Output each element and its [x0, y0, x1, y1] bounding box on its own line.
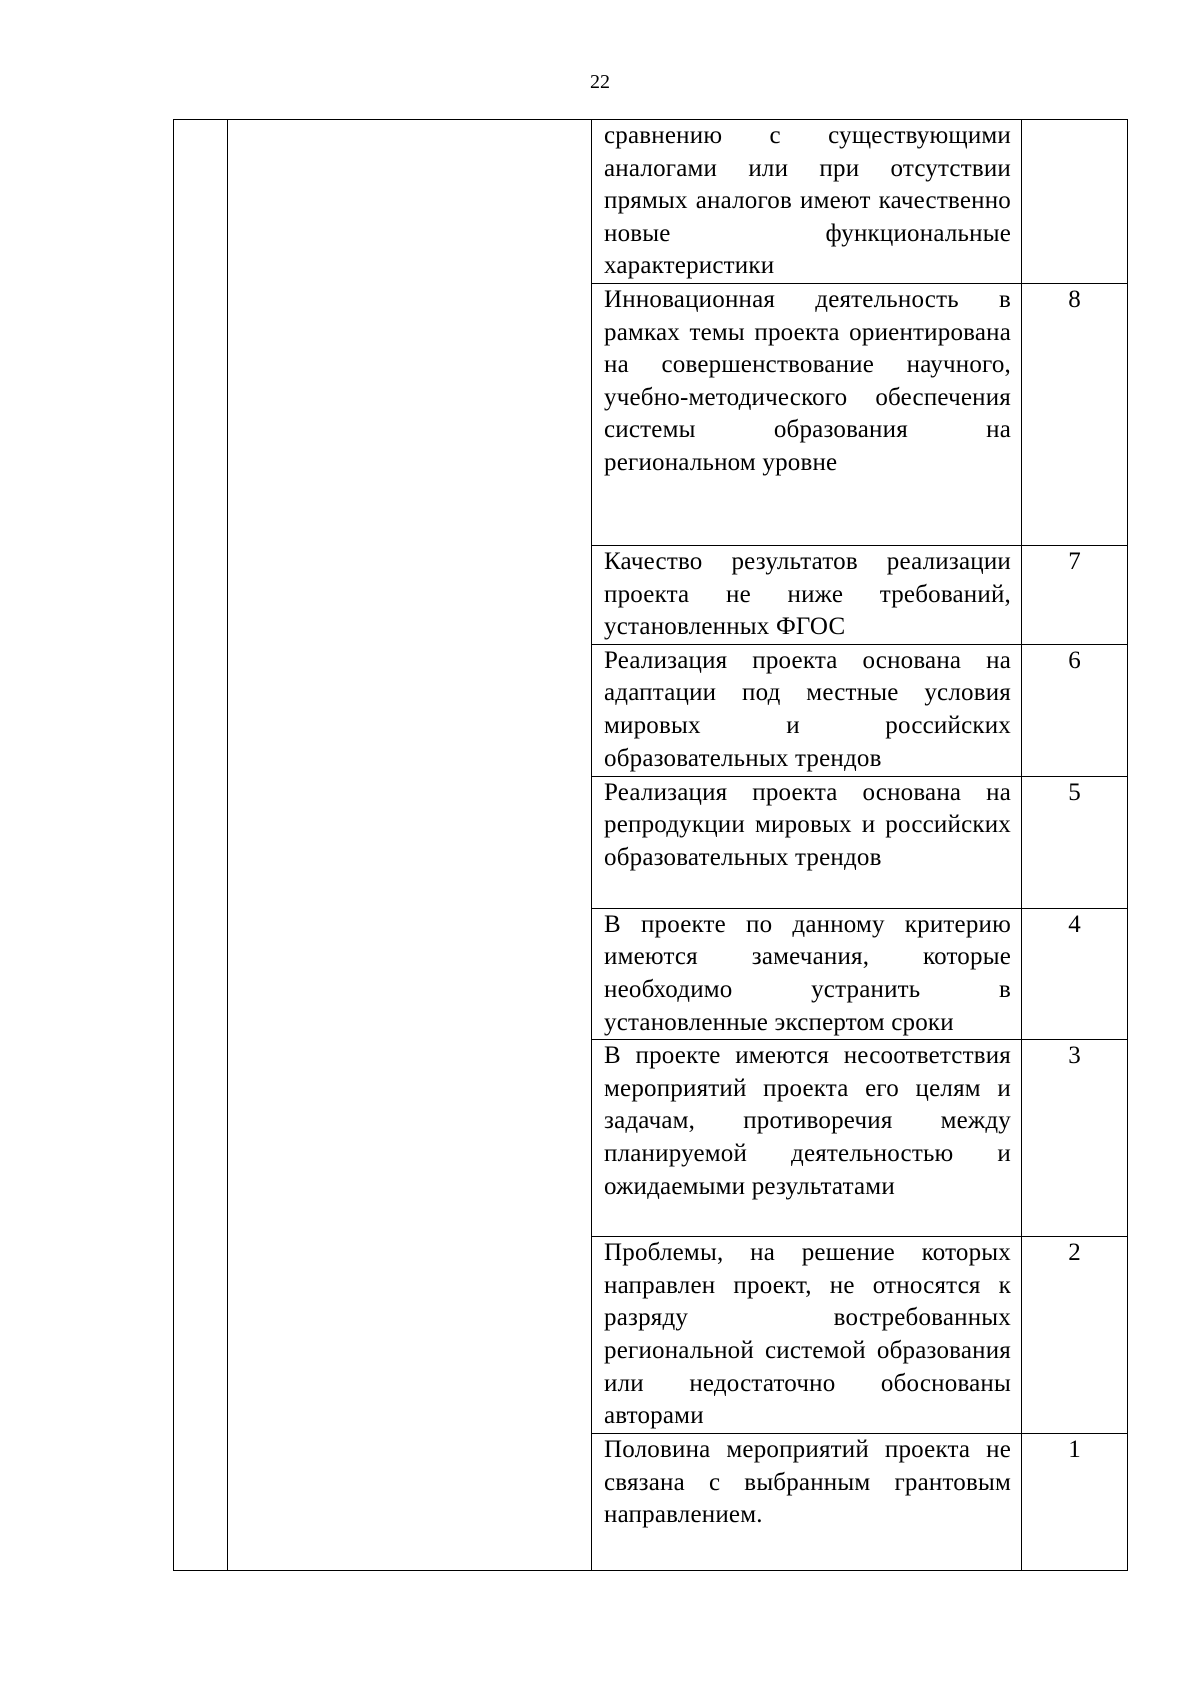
score-cell: 6: [1022, 644, 1128, 776]
description-cell: Качество результатов реализации проекта не ниже требований, установленных ФГОС: [592, 546, 1022, 645]
description-cell: В проекте имеются несоответствия мероприятий проекта его целям и задачам, противоречия между планируемой деятельностью и ожидаемыми результатами: [592, 1040, 1022, 1237]
score-cell: 2: [1022, 1237, 1128, 1434]
score-cell: 1: [1022, 1434, 1128, 1571]
description-cell: Проблемы, на решение которых направлен проект, не относятся к разряду востребованных региональной системой образования или недостаточно обоснованы авторами: [592, 1237, 1022, 1434]
description-cell: Реализация проекта основана на репродукции мировых и российских образовательных трендов: [592, 776, 1022, 908]
score-cell: 7: [1022, 546, 1128, 645]
number-column-cell: [174, 120, 228, 1571]
description-cell: В проекте по данному критерию имеются замечания, которые необходимо устранить в установленные экспертом сроки: [592, 908, 1022, 1039]
score-cell: 4: [1022, 908, 1128, 1039]
page-number: 22: [590, 71, 610, 93]
table-row: [174, 120, 1128, 284]
score-cell: 8: [1022, 284, 1128, 546]
description-cell: Реализация проекта основана на адаптации под местные условия мировых и российских образовательных трендов: [592, 644, 1022, 776]
score-cell: 5: [1022, 776, 1128, 908]
description-cell: сравнению с существующими аналогами или при отсутствии прямых аналогов имеют качественно новые функциональные характеристики: [592, 120, 1022, 284]
criterion-column-cell: [228, 120, 592, 1571]
criteria-table: [173, 119, 1128, 1571]
description-cell: Половина мероприятий проекта не связана с выбранным грантовым направлением.: [592, 1434, 1022, 1571]
description-cell: Инновационная деятельность в рамках темы проекта ориентирована на совершенствование научного, учебно-методического обеспечения системы образования на региональном уровне: [592, 284, 1022, 546]
score-cell: 3: [1022, 1040, 1128, 1237]
score-cell: [1022, 120, 1128, 284]
